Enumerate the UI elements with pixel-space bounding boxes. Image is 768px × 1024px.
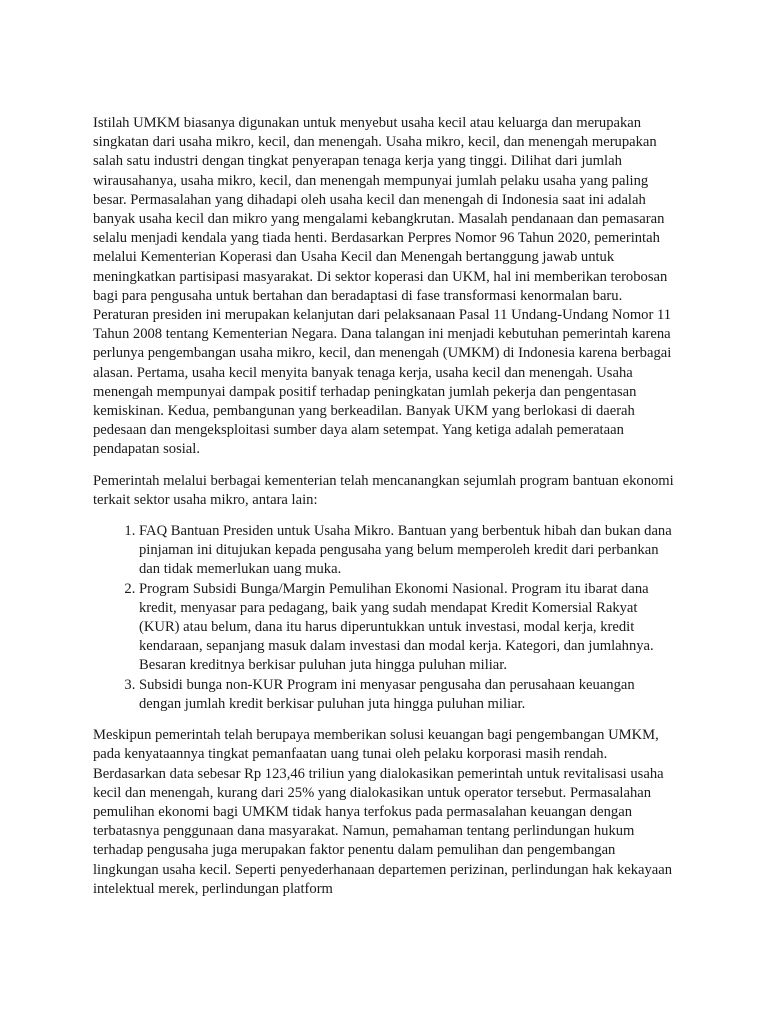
list-item: 3. Subsidi bunga non-KUR Program ini menyasar pengusaha dan perusahaan keuangan dengan jumlah kredit berkisar puluhan juta hingga puluhan miliar. bbox=[139, 676, 674, 714]
paragraph-financial-solutions: Meskipun pemerintah telah berupaya memberikan solusi keuangan bagi pengembangan UMKM, pada kenyataannya tingkat pemanfaatan uang tunai oleh pelaku korporasi masih rendah. Berdasarkan data sebesar Rp 123,46 triliun yang dialokasikan pemerintah untuk revitalisasi usaha kecil dan menengah, kurang dari 25% yang dialokasikan untuk operator tersebut. Permasalahan pemulihan ekonomi bagi UMKM tidak hanya terfokus pada permasalahan keuangan dengan terbatasnya penggunaan dana masyarakat. Namun, pemahaman tentang perlindungan hukum terhadap pengusaha juga merupakan faktor penentu dalam pemulihan dan pengembangan lingkungan usaha kecil. Seperti penyederhanaan departemen perizinan, perlindungan hak kekayaan intelektual merek, perlindungan platform bbox=[93, 727, 673, 897]
list-item: 1. FAQ Bantuan Presiden untuk Usaha Mikro. Bantuan yang berbentuk hibah dan bukan dana pinjaman ini ditujukan kepada pengusaha yang belum memperoleh kredit dari perbankan dan tidak memerlukan uang muka. bbox=[139, 522, 674, 580]
paragraph-programs-intro: Pemerintah melalui berbagai kementerian telah mencanangkan sejumlah program bantuan ekonomi terkait sektor usaha mikro, antara lain: bbox=[93, 472, 674, 508]
paragraph-umkm-intro: Istilah UMKM biasanya digunakan untuk menyebut usaha kecil atau keluarga dan merupakan singkatan dari usaha mikro, kecil, dan menengah. Usaha mikro, kecil, dan menengah merupakan salah satu industri dengan tingkat penyerapan tenaga kerja yang tinggi. Dilihat dari jumlah wirausahanya, usaha mikro, kecil, dan menengah mempunyai jumlah pelaku usaha yang paling besar. Permasalahan yang dihadapi oleh usaha kecil dan menengah di Indonesia saat ini adalah banyak usaha kecil dan mikro yang mengalami kebangkrutan. Masalah pendanaan dan pemasaran selalu menjadi kendala yang tiada henti. Berdasarkan Perpres Nomor 96 Tahun 2020, pemerintah melalui Kementerian Koperasi dan Usaha Kecil dan Menengah bertanggung jawab untuk meningkatkan partisipasi masyarakat. Di sektor koperasi dan UKM, hal ini memberikan terobosan bagi para pengusaha untuk bertahan dan beradaptasi di fase transformasi kenormalan baru. Peraturan presiden ini merupakan kelanjutan dari pelaksanaan Pasal 11 Undang-Undang Nomor 11 Tahun 2008 tentang Kementerian Negara. Dana talangan ini menjadi kebutuhan pemerintah karena perlunya pengembangan usaha mikro, kecil, dan menengah (UMKM) di Indonesia karena berbagai alasan. Pertama, usaha kecil menyita banyak tenaga kerja, usaha kecil dan menengah. Usaha menengah mempunyai dampak positif terhadap peningkatan jumlah pekerja dan pengentasan kemiskinan. Kedua, pembangunan yang berkeadilan. Banyak UKM yang berlokasi di daerah pedesaan dan mengeksploitasi sumber daya alam setempat. Yang ketiga adalah pemerataan pendapatan sosial. bbox=[93, 115, 672, 458]
program-list bbox=[93, 522, 674, 714]
list-item: 2. Program Subsidi Bunga/Margin Pemulihan Ekonomi Nasional. Program itu ibarat dana kredit, menyasar para pedagang, baik yang sudah mendapat Kredit Komersial Rakyat (KUR) atau belum, dana itu harus diperuntukkan untuk investasi, modal kerja, kredit kendaraan, sepanjang masuk dalam investasi dan modal kerja. Kategori, dan jumlahnya. Besaran kreditnya berkisar puluhan juta hingga puluhan miliar. bbox=[139, 580, 674, 676]
